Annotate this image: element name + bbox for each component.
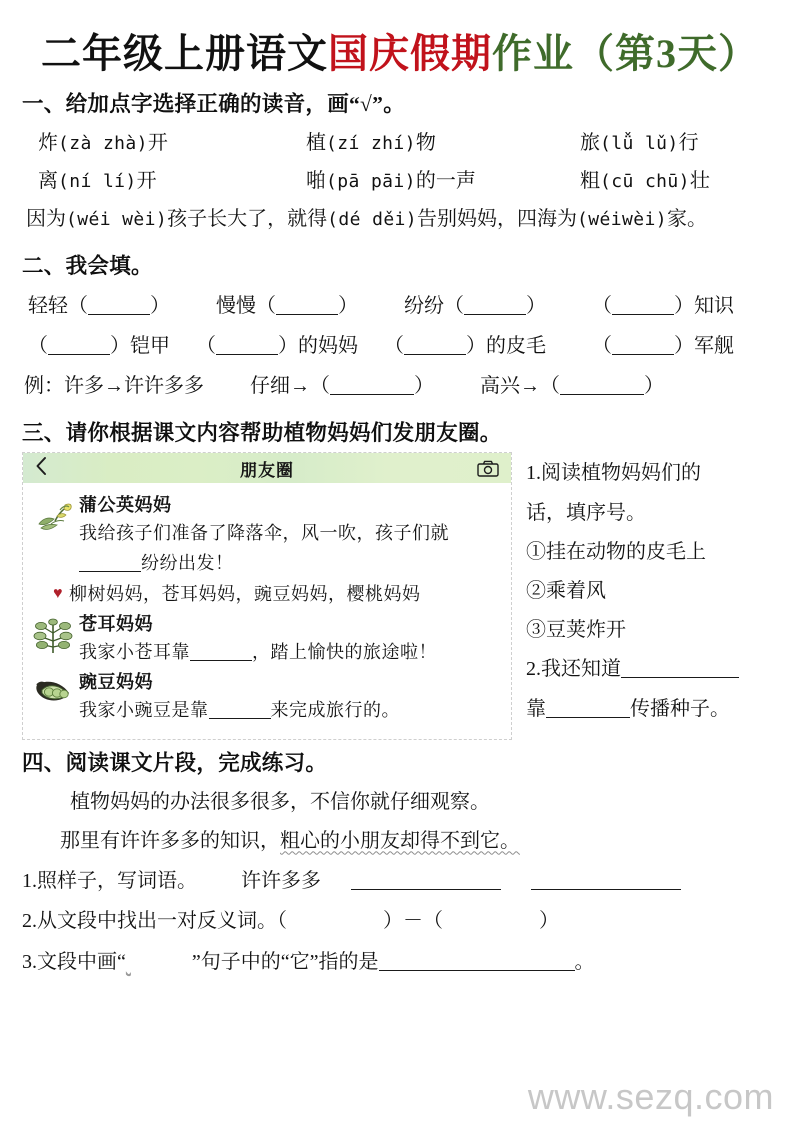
answer-blank[interactable] bbox=[330, 373, 414, 395]
paren-close: ） bbox=[150, 294, 170, 317]
section-4-heading: 四、阅读课文片段，完成练习。 bbox=[22, 750, 328, 775]
question-line bbox=[526, 690, 778, 729]
cocklebur-icon bbox=[31, 613, 75, 657]
question-suffix: 传播种子。 bbox=[630, 697, 730, 720]
answer-blank[interactable] bbox=[546, 696, 630, 718]
paren-open: （ bbox=[384, 334, 404, 357]
post-text bbox=[79, 696, 501, 725]
moments-title: 朋友圈 bbox=[240, 460, 294, 480]
section-4-question-2 bbox=[22, 901, 778, 941]
example-label: 例： bbox=[24, 374, 64, 397]
answer-blank[interactable] bbox=[379, 949, 575, 971]
section-2-heading: 二、我会填。 bbox=[22, 253, 153, 278]
section-4-question-1 bbox=[22, 861, 778, 901]
section-1-row-3 bbox=[22, 200, 778, 239]
paren-open: （ bbox=[592, 294, 612, 317]
answer-blank[interactable] bbox=[287, 901, 383, 941]
site-watermark: www.sezq.com bbox=[527, 1076, 774, 1117]
pinyin-choices[interactable]: (wéiwèi) bbox=[577, 208, 667, 230]
pinyin-item-post: 行 bbox=[678, 131, 699, 154]
pinyin-item-post: 开 bbox=[147, 131, 168, 154]
pinyin-item-pre: 啪 bbox=[306, 169, 326, 192]
title-part-holiday: 国庆假期 bbox=[328, 31, 492, 76]
post-text-before: 我家小豌豆是靠 bbox=[79, 699, 209, 720]
paren-close: ） bbox=[526, 294, 546, 317]
answer-blank[interactable] bbox=[531, 868, 681, 890]
answer-blank[interactable] bbox=[351, 868, 501, 890]
pinyin-item-post: 的一声 bbox=[415, 169, 476, 192]
pinyin-item bbox=[580, 162, 710, 200]
sentence-part: 家。 bbox=[666, 207, 707, 230]
post-text-after: 来完成旅行的。 bbox=[270, 699, 400, 720]
answer-blank[interactable] bbox=[216, 333, 278, 355]
passage-wavy-underlined: 粗心的小朋友却得不到它。 bbox=[280, 829, 520, 852]
answer-blank[interactable] bbox=[464, 293, 526, 315]
paren-close: ） bbox=[338, 294, 358, 317]
moments-post bbox=[31, 611, 501, 667]
fill-suffix: 的皮毛 bbox=[486, 334, 546, 357]
camera-icon[interactable] bbox=[469, 460, 499, 477]
peapod-icon bbox=[31, 671, 75, 715]
word-prompt: 高兴→ bbox=[480, 374, 540, 397]
paren-open: （ bbox=[277, 910, 287, 933]
post-text-before: 我给孩子们准备了降落伞，风一吹，孩子们就 bbox=[79, 523, 449, 544]
paren-close: ） bbox=[414, 374, 434, 397]
paren-close: ） bbox=[278, 334, 298, 357]
section-3-content bbox=[22, 452, 778, 739]
option-item[interactable]: ②乘着风 bbox=[526, 579, 606, 602]
fill-suffix: 军舰 bbox=[694, 334, 734, 357]
moments-post bbox=[31, 669, 501, 725]
title-part-subject: 二年级上册语文 bbox=[41, 31, 328, 76]
post-author-name: 豌豆妈妈 bbox=[79, 671, 153, 692]
answer-blank[interactable] bbox=[209, 699, 271, 719]
word-prompt: 仔细→ bbox=[250, 374, 310, 397]
section-2-line-2 bbox=[22, 326, 778, 366]
pinyin-item-pre: 离 bbox=[38, 169, 58, 192]
pinyin-item bbox=[22, 162, 306, 200]
pinyin-choices[interactable]: (cū chū) bbox=[600, 170, 690, 192]
pinyin-item bbox=[306, 124, 580, 162]
question-prefix: 2.从文段中找出一对反义词。 bbox=[22, 910, 277, 933]
answer-blank[interactable] bbox=[79, 552, 141, 572]
section-2-line-3 bbox=[22, 366, 778, 406]
heart-icon[interactable]: ♥ bbox=[53, 584, 63, 602]
post-text-after: ，踏上愉快的旅途啦！ bbox=[252, 641, 437, 662]
moments-body bbox=[23, 483, 511, 738]
option-item[interactable]: ①挂在动物的皮毛上 bbox=[526, 540, 706, 563]
pinyin-choices[interactable]: (ní lí) bbox=[58, 170, 137, 192]
section-2-line-1 bbox=[22, 286, 778, 326]
pinyin-item-post: 开 bbox=[136, 169, 157, 192]
answer-blank[interactable] bbox=[443, 901, 539, 941]
moments-post-body bbox=[79, 611, 501, 667]
likes-names: 柳树妈妈，苍耳妈妈，豌豆妈妈，樱桃妈妈 bbox=[69, 583, 421, 604]
section-4-question-3 bbox=[22, 942, 778, 982]
passage-line-2 bbox=[22, 822, 778, 861]
paren-open: （ bbox=[68, 294, 88, 317]
paren-open: （ bbox=[196, 334, 216, 357]
pinyin-item-pre: 炸 bbox=[38, 131, 58, 154]
passage-line-1: 植物妈妈的办法很多很多，不信你就仔细观察。 bbox=[70, 790, 490, 813]
answer-blank[interactable] bbox=[48, 333, 110, 355]
question-prefix: 3.文段中画“ bbox=[22, 950, 126, 973]
paren-close: ） bbox=[644, 374, 664, 397]
pinyin-item-pre: 旅 bbox=[580, 131, 600, 154]
sentence-part: 孩子长大了，就得 bbox=[167, 207, 328, 230]
pinyin-item-post: 壮 bbox=[689, 169, 710, 192]
pinyin-item bbox=[22, 124, 306, 162]
question-end: 。 bbox=[574, 950, 595, 973]
question-line: 1.阅读植物妈妈们的 bbox=[526, 462, 701, 485]
answer-blank[interactable] bbox=[612, 293, 674, 315]
answer-blank[interactable] bbox=[560, 373, 644, 395]
pinyin-item-pre: 粗 bbox=[580, 169, 600, 192]
answer-blank[interactable] bbox=[88, 293, 150, 315]
moments-post-body bbox=[79, 669, 501, 725]
pinyin-choices[interactable]: (pā pāi) bbox=[326, 170, 416, 192]
paren-close: ） bbox=[539, 910, 559, 933]
chevron-left-icon[interactable] bbox=[35, 456, 65, 480]
question-prefix: 1.照样子，写词语。 bbox=[22, 869, 197, 892]
question-mid: ”句子中的“它”指的是 bbox=[191, 950, 379, 973]
fill-suffix: 知识 bbox=[694, 294, 734, 317]
paren-open: （ bbox=[423, 910, 443, 933]
fill-suffix: 铠甲 bbox=[130, 334, 170, 357]
passage-plain: 那里有许许多多的知识， bbox=[60, 829, 280, 852]
paren-open: （ bbox=[256, 294, 276, 317]
dash: － bbox=[403, 910, 423, 933]
answer-blank[interactable] bbox=[190, 641, 252, 661]
pinyin-item-pre: 植 bbox=[306, 131, 326, 154]
post-text bbox=[79, 638, 501, 667]
section-3-heading: 三、请你根据课文内容帮助植物妈妈们发朋友圈。 bbox=[22, 420, 502, 445]
answer-blank[interactable] bbox=[404, 333, 466, 355]
fill-suffix: 的妈妈 bbox=[298, 334, 358, 357]
paren-close: ） bbox=[383, 910, 403, 933]
question-prefix: 靠 bbox=[526, 697, 546, 720]
moments-card bbox=[22, 452, 512, 739]
answer-blank[interactable] bbox=[276, 293, 338, 315]
moments-header bbox=[23, 453, 511, 483]
pinyin-item bbox=[306, 162, 580, 200]
paren-close: ） bbox=[110, 334, 130, 357]
post-author-name: 蒲公英妈妈 bbox=[79, 495, 172, 516]
paren-close: ） bbox=[466, 334, 486, 357]
post-author-name: 苍耳妈妈 bbox=[79, 613, 153, 634]
section-1-heading: 一、给加点字选择正确的读音，画“√”。 bbox=[22, 91, 406, 116]
paren-open: （ bbox=[540, 374, 560, 397]
pinyin-item-post: 物 bbox=[415, 131, 436, 154]
paren-open: （ bbox=[28, 334, 48, 357]
title-part-assignment: 作业（第3天） bbox=[492, 31, 759, 76]
post-text bbox=[79, 519, 501, 577]
question-line: 话，填序号。 bbox=[526, 501, 646, 524]
pinyin-choices[interactable]: (zà zhà) bbox=[58, 132, 148, 154]
example-word: 许许多多 bbox=[241, 869, 321, 892]
page-title bbox=[22, 32, 778, 77]
dandelion-icon bbox=[31, 494, 75, 538]
post-text-before: 我家小苍耳靠 bbox=[79, 641, 190, 662]
paren-open: （ bbox=[444, 294, 464, 317]
pinyin-choices[interactable]: (zí zhí) bbox=[326, 132, 416, 154]
paren-close: ） bbox=[674, 294, 694, 317]
wavy-line-placeholder[interactable] bbox=[126, 942, 192, 982]
paren-open: （ bbox=[592, 334, 612, 357]
fill-prefix: 纷纷 bbox=[404, 294, 444, 317]
question-prefix: 2.我还知道 bbox=[526, 658, 621, 681]
example-text: 许多→许许多多 bbox=[64, 374, 204, 397]
pinyin-choices[interactable]: (dé děi) bbox=[327, 208, 418, 230]
question-line bbox=[526, 650, 778, 689]
pinyin-choices[interactable]: (lǚ lǔ) bbox=[600, 132, 679, 154]
paren-close: ） bbox=[674, 334, 694, 357]
sentence-part: 因为 bbox=[26, 207, 66, 230]
pinyin-choices[interactable]: (wéi wèi) bbox=[66, 208, 168, 230]
section-1-row-2 bbox=[22, 162, 778, 200]
option-item[interactable]: ③豆荚炸开 bbox=[526, 619, 626, 642]
moments-post-body bbox=[79, 492, 501, 577]
section-3-questions bbox=[512, 452, 778, 728]
sentence-part: 告别妈妈，四海为 bbox=[417, 207, 578, 230]
moments-post bbox=[31, 492, 501, 577]
answer-blank[interactable] bbox=[612, 333, 674, 355]
paren-open: （ bbox=[310, 374, 330, 397]
fill-prefix: 轻轻 bbox=[28, 294, 68, 317]
section-1-row-1 bbox=[22, 124, 778, 162]
moments-likes bbox=[31, 580, 501, 609]
answer-blank[interactable] bbox=[621, 656, 739, 678]
fill-prefix: 慢慢 bbox=[216, 294, 256, 317]
post-text-after: 纷纷出发！ bbox=[141, 552, 234, 573]
pinyin-item bbox=[580, 124, 699, 162]
